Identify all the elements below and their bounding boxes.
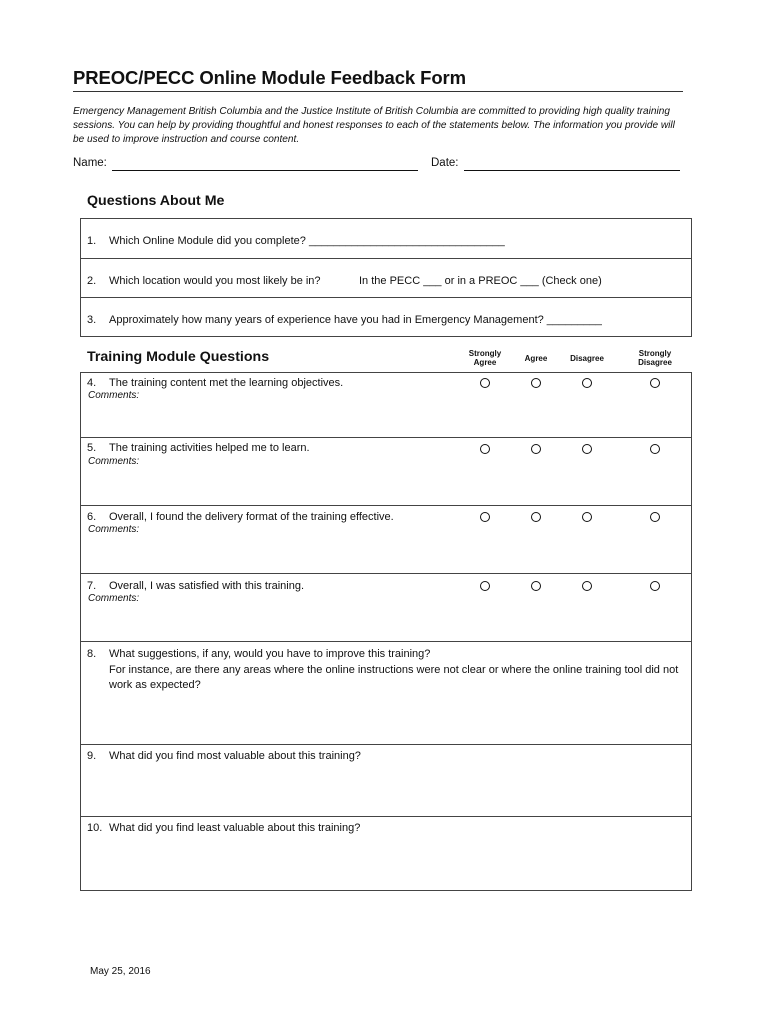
answer-area-9[interactable]	[81, 766, 691, 814]
question-number: 2.	[87, 275, 97, 287]
row-divider	[80, 505, 692, 506]
question-number: 1.	[87, 235, 97, 247]
question-number: 8.	[87, 648, 97, 660]
question-number: 10.	[87, 822, 103, 834]
radio-strongly-disagree[interactable]	[650, 512, 660, 522]
title-divider	[73, 91, 683, 92]
question-8-text: What suggestions, if any, would you have to improve this training?	[109, 648, 431, 660]
row-divider	[80, 437, 692, 438]
radio-strongly-agree[interactable]	[480, 581, 490, 591]
radio-strongly-disagree[interactable]	[650, 378, 660, 388]
question-number: 7.	[87, 580, 97, 592]
question-7-text: Overall, I was satisfied with this training.	[109, 580, 305, 592]
question-number: 6.	[87, 511, 97, 523]
row-divider	[80, 744, 692, 745]
answer-area-10[interactable]	[81, 838, 691, 888]
question-4-text: The training content met the learning objectives.	[109, 377, 344, 389]
radio-disagree[interactable]	[582, 581, 592, 591]
question-2-text: Which location would you most likely be in?	[109, 275, 321, 287]
question-number: 4.	[87, 377, 97, 389]
question-1-text[interactable]: Which Online Module did you complete? ________________________________	[109, 235, 505, 247]
radio-agree[interactable]	[531, 444, 541, 454]
date-label: Date:	[431, 157, 459, 169]
comments-field[interactable]: Comments:	[88, 524, 140, 535]
scale-header-agree: Agree	[524, 354, 548, 363]
row-divider	[80, 573, 692, 574]
question-6-text: Overall, I found the delivery format of the training effective.	[109, 511, 394, 523]
row-divider	[80, 816, 692, 817]
comments-field[interactable]: Comments:	[88, 593, 140, 604]
name-label: Name:	[73, 157, 107, 169]
radio-agree[interactable]	[531, 378, 541, 388]
row-divider	[80, 641, 692, 642]
question-number: 5.	[87, 442, 97, 454]
radio-strongly-disagree[interactable]	[650, 444, 660, 454]
comments-field[interactable]: Comments:	[88, 456, 140, 467]
question-10-text: What did you find least valuable about this training?	[109, 822, 361, 834]
section-title-training: Training Module Questions	[87, 349, 270, 365]
radio-strongly-agree[interactable]	[480, 378, 490, 388]
location-options[interactable]: In the PECC ___ or in a PREOC ___ (Check one)	[359, 275, 602, 287]
question-3-text[interactable]: Approximately how many years of experience have you had in Emergency Management? _________	[109, 314, 602, 326]
question-5-text: The training activities helped me to learn.	[109, 442, 310, 454]
footer-date: May 25, 2016	[90, 966, 151, 977]
radio-disagree[interactable]	[582, 512, 592, 522]
question-9-text: What did you find most valuable about this training?	[109, 750, 361, 762]
radio-agree[interactable]	[531, 512, 541, 522]
radio-strongly-agree[interactable]	[480, 512, 490, 522]
radio-strongly-agree[interactable]	[480, 444, 490, 454]
intro-paragraph: Emergency Management British Columbia and the Justice Institute of British Columbia are committed to providing high quality training sessions. You can help by providing thoughtful and honest responses to each of the statements below. The information you provide will be used to improve instruction and course content.	[73, 106, 675, 145]
scale-header-disagree: Disagree	[570, 354, 604, 363]
question-number: 3.	[87, 314, 97, 326]
row-divider	[80, 258, 692, 259]
row-divider	[80, 297, 692, 298]
radio-disagree[interactable]	[582, 444, 592, 454]
name-field[interactable]	[112, 170, 418, 171]
question-8-subtext: For instance, are there any areas where the online instructions were not clear or where the online training tool did not work as expected?	[109, 664, 679, 691]
question-number: 9.	[87, 750, 97, 762]
scale-header-strongly-disagree: Strongly Disagree	[638, 349, 672, 367]
comments-field[interactable]: Comments:	[88, 390, 140, 401]
scale-header-strongly-agree: Strongly Agree	[468, 349, 502, 367]
answer-area-8[interactable]	[81, 695, 691, 743]
section-title-about-me: Questions About Me	[87, 193, 225, 209]
radio-strongly-disagree[interactable]	[650, 581, 660, 591]
radio-agree[interactable]	[531, 581, 541, 591]
radio-disagree[interactable]	[582, 378, 592, 388]
page-title: PREOC/PECC Online Module Feedback Form	[73, 67, 466, 88]
date-field[interactable]	[464, 170, 680, 171]
